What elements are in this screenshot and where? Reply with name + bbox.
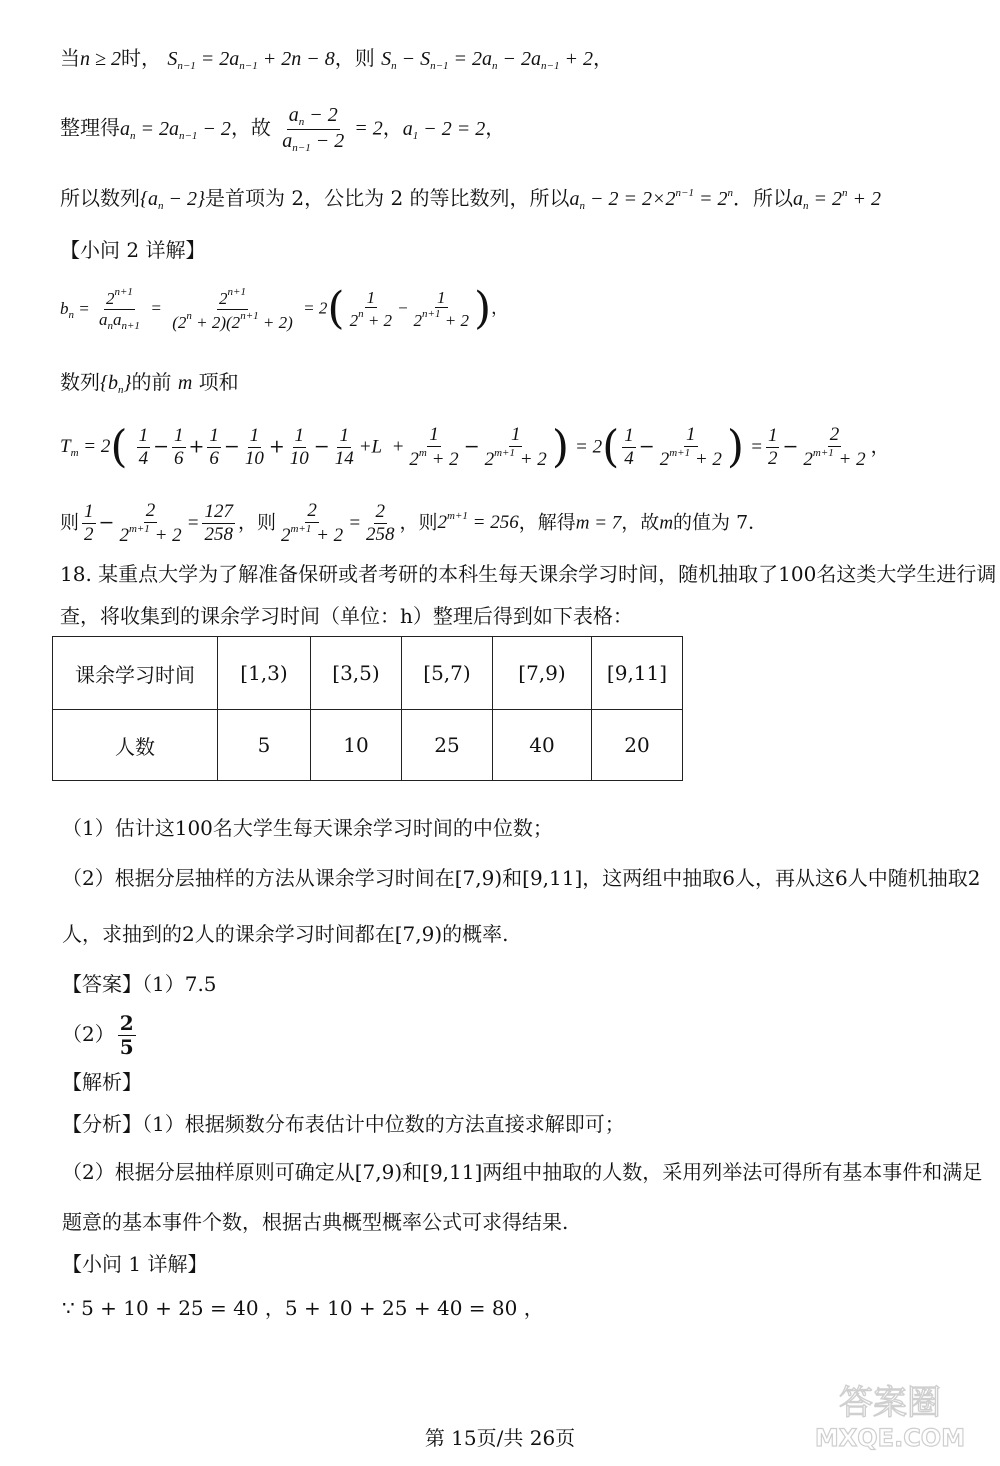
text: ，则 (334, 46, 375, 70)
math: $a_n = 2a_{n-1} - 2$ (120, 117, 231, 142)
fenxi-2 (62, 1160, 982, 1184)
text: 数列 (60, 370, 100, 394)
table-row (53, 710, 683, 781)
text: 当 (60, 46, 80, 70)
watermark-logo (800, 1376, 980, 1454)
text: ， (485, 115, 506, 140)
table-row (53, 637, 683, 710)
text: ，解得 (518, 511, 576, 534)
text: ，则 (237, 511, 276, 534)
section-heading: 【小问 2 详解】 (60, 238, 206, 262)
table-cell: 5 (218, 710, 311, 781)
math: $S_{n-1} = 2a_{n-1} + 2n - 8$ (167, 48, 335, 72)
text: 则 (60, 511, 80, 534)
line-8: 则 $\frac{1}{2}$ − $\frac{2}{2^{m+1} + 2}$ = $\frac{127}{258}$ ，则 $\frac{2}{2^{m+1} + 2}$ = $\frac{2}{258}$ ，则$2^{m+1} = 256$，解得m = 7，故m的值为 7． (60, 500, 768, 546)
section-heading-1: 【小问 1 详解】 (62, 1252, 208, 1276)
text: 整理得 (60, 115, 120, 140)
frequency-table (52, 636, 683, 781)
fenxi: 【分析】（1）根据频数分布表估计中位数的方法直接求解即可； (62, 1112, 625, 1136)
table-cell: 10 (311, 710, 402, 781)
answer-1: 【答案】（1）7.5 (62, 972, 217, 996)
text: ，故 (230, 115, 271, 140)
text: 和 (402, 1160, 423, 1184)
math: $a_n = 2^n + 2$ (792, 187, 881, 212)
table-cell: 25 (402, 710, 493, 781)
text: 所以数列 (60, 186, 140, 210)
table-cell: [3,5) (311, 637, 402, 710)
table-header: 人数 (53, 710, 218, 781)
interval: [7,9) (354, 1160, 403, 1184)
text: ，这两组中抽取6人，再从这6人中随机抽取2 (582, 866, 981, 890)
table-header: 课余学习时间 (53, 637, 218, 710)
text: （2）根据分层抽样原则可确定从 (62, 1160, 355, 1184)
part-1: （1）估计这100名大学生每天课余学习时间的中位数； (62, 816, 553, 840)
line-1 (60, 46, 613, 73)
fraction: $\frac{a_n - 2}{a_{n-1} - 2}$ (282, 104, 345, 154)
answer-2: （2） $\frac{2}{5}$ (62, 1011, 134, 1059)
svg-text:答案圈: 答案圈 (839, 1383, 941, 1423)
text: 项和 (198, 370, 239, 394)
text: 是首项为 2，公比为 2 的等比数列，所以 (205, 186, 570, 210)
q18-line2: 查，将收集到的课余学习时间（单位：h）整理后得到如下表格： (60, 604, 633, 628)
text: 的前 (131, 370, 172, 394)
math: $S_n - S_{n-1} = 2a_n - 2a_{n-1} + 2$ (381, 48, 593, 72)
last-line: ∵ 5 + 10 + 25 = 40 ，5 + 10 + 25 + 40 = 80 ， (62, 1296, 544, 1320)
interval: [9,11] (522, 866, 583, 890)
fenxi-3: 题意的基本事件个数，根据古典概型概率公式可求得结果. (62, 1210, 569, 1234)
line-tm: $T_m = 2$( $\frac{1}{4}$ − $\frac{1}{6}$ + $\frac{1}{6}$ − $\frac{1}{10}$ + $\frac{1}{10}$ − $\frac{1}{14}$ +L + $\frac{1}{2^m + 2}$ − $\frac{1}{2^{m+1} + 2}$ ) = 2( $\frac{1}{4}$ − $\frac{1}{2^{m+1} + 2}$ ) = $\frac{1}{2}$ − $\frac{2}{2^{m+1} + 2}$ ， (60, 421, 890, 473)
math: m (177, 372, 193, 394)
q18-line1: 18. 某重点大学为了解准备保研或者考研的本科生每天课余学习时间，随机抽取了100名这类大学生进行调 (60, 562, 997, 586)
interval: [7,9) (394, 922, 443, 946)
text: ， (592, 46, 613, 70)
table-cell: [9,11] (592, 637, 683, 710)
line-bn: $b_n$ = $\frac{2^{n+1}}{a_na_{n+1}}$ = $\frac{2^{n+1}}{(2^n + 2)(2^{n+1} + 2)}$ = 2( $\frac{1}{2^n + 2}$ − $\frac{1}{2^{n+1} + 2}$ )， (60, 283, 509, 335)
text: （2）根据分层抽样的方法从课余学习时间在 (62, 866, 455, 890)
line-6: 数列$\{b_n\}$的前 m 项和 (60, 370, 239, 396)
text: 两组中抽取的人数，采用列举法可得所有基本事件和满足 (482, 1160, 983, 1184)
table-cell: 40 (493, 710, 592, 781)
part-2-cont (62, 922, 509, 946)
math: $a_n - 2 = 2\times 2^{n-1} = 2^n$ (569, 187, 733, 212)
interval: [7,9) (454, 866, 503, 890)
page-footer: 第 15页/共 26页 (424, 1426, 576, 1450)
jiexi: 【解析】 (62, 1070, 142, 1094)
table-cell: [7,9) (493, 637, 592, 710)
line-2: 整理得$a_n = 2a_{n-1} - 2$，故 $\frac{a_n - 2}{a_{n-1} - 2}$ = 2，$a_1 - 2 = 2$， (60, 104, 506, 154)
math: $\{a_n - 2\}$ (140, 188, 205, 212)
math: $a_1 - 2 = 2$ (402, 117, 486, 142)
line-3 (60, 186, 881, 213)
table-cell: [1,3) (218, 637, 311, 710)
text: ，故 (621, 511, 660, 534)
interval: [9,11] (422, 1160, 483, 1184)
table-cell: 20 (592, 710, 683, 781)
svg-text:MXQE.COM: MXQE.COM (814, 1424, 966, 1452)
text: 时， (120, 46, 161, 70)
text: ．所以 (732, 186, 793, 210)
text: ，则 (399, 511, 438, 534)
text: 人，求抽到的2人的课余学习时间都在 (62, 922, 395, 946)
table-cell: [5,7) (402, 637, 493, 710)
text: 的值为 7． (673, 511, 768, 534)
part-2 (62, 866, 980, 890)
text: 的概率. (442, 922, 509, 946)
text: 和 (502, 866, 523, 890)
text: （2） (62, 1022, 115, 1046)
math: n ≥ 2 (80, 48, 121, 70)
